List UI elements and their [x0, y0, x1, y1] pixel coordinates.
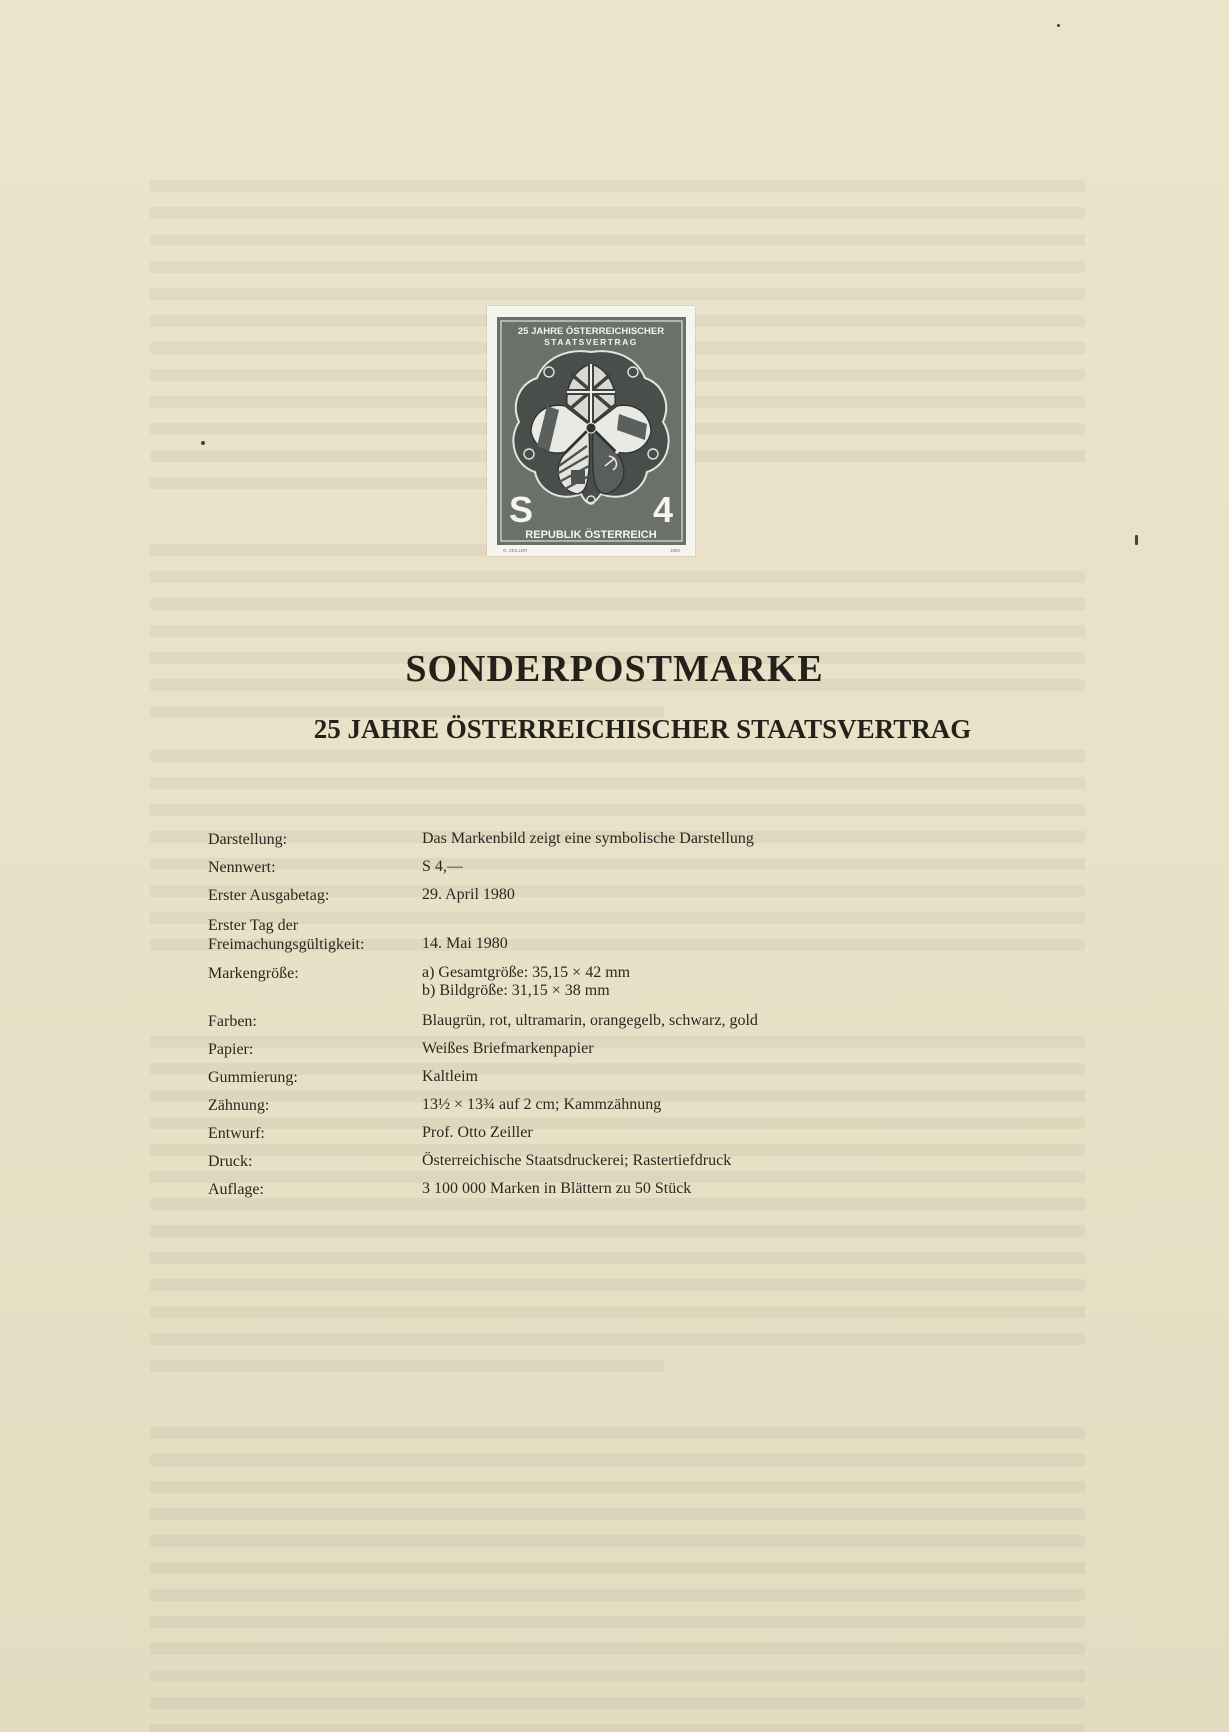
stamp-top-text-1: 25 JAHRE ÖSTERREICHISCHER — [517, 326, 665, 337]
paper-speck — [1135, 535, 1138, 545]
spec-label: Nennwert: — [208, 859, 276, 876]
spec-label: Darstellung: — [208, 831, 288, 848]
spec-label: Papier: — [208, 1041, 254, 1058]
spec-value: Kaltleim — [422, 1068, 478, 1085]
spec-value — [422, 964, 1102, 1000]
paper-speck — [201, 441, 205, 445]
stamp-denomination: 4 — [652, 489, 673, 530]
paper-speck — [1057, 24, 1060, 27]
spec-value: Prof. Otto Zeiller — [422, 1124, 533, 1141]
spec-label: Auflage: — [208, 1181, 264, 1198]
stamp-designer-signature: O. ZEILLER — [503, 548, 528, 553]
spec-value-line-1: a) Gesamtgröße: 35,15 × 42 mm — [422, 964, 631, 981]
spec-value: 29. April 1980 — [422, 886, 515, 903]
spec-value: 14. Mai 1980 — [422, 935, 508, 952]
stamp-top-text-2: STAATSVERTRAG — [544, 337, 638, 347]
spec-label: Farben: — [208, 1013, 257, 1030]
spec-value: Österreichische Staatsdruckerei; Rastertiefdruck — [422, 1152, 732, 1169]
spec-label: Druck: — [208, 1153, 253, 1170]
spec-label: Entwurf: — [208, 1125, 265, 1142]
spec-value: Weißes Briefmarkenpapier — [422, 1040, 594, 1057]
stamp-image — [487, 306, 695, 556]
spec-label: Zähnung: — [208, 1097, 270, 1114]
ghost-heading — [150, 118, 1085, 152]
spec-value: 3 100 000 Marken in Blättern zu 50 Stück — [422, 1180, 692, 1197]
spec-label-line-2: Freimachungsgültigkeit: — [208, 936, 365, 953]
stamp-proof — [487, 306, 695, 556]
stamp-country: REPUBLIK ÖSTERREICH — [525, 529, 657, 541]
spec-value: Blaugrün, rot, ultramarin, orangegelb, schwarz, gold — [422, 1012, 758, 1029]
spec-value-line-2: b) Bildgröße: 31,15 × 38 mm — [422, 982, 610, 999]
page-subtitle: 25 JAHRE ÖSTERREICHISCHER STAATSVERTRAG — [313, 714, 972, 744]
page-title: SONDERPOSTMARKE — [405, 648, 824, 690]
spec-value: S 4,— — [422, 858, 463, 875]
spec-label: Gummierung: — [208, 1069, 298, 1086]
spec-value: Das Markenbild zeigt eine symbolische Darstellung — [422, 830, 754, 847]
spec-label-line-1: Erster Tag der — [208, 917, 299, 934]
stamp-currency: S — [509, 489, 534, 530]
spec-label: Markengröße: — [208, 965, 299, 982]
spec-value: 13½ × 13¾ auf 2 cm; Kammzähnung — [422, 1096, 662, 1113]
spec-label — [208, 916, 418, 954]
stamp-year: 1980 — [669, 548, 680, 553]
spec-label: Erster Ausgabetag: — [208, 887, 330, 904]
